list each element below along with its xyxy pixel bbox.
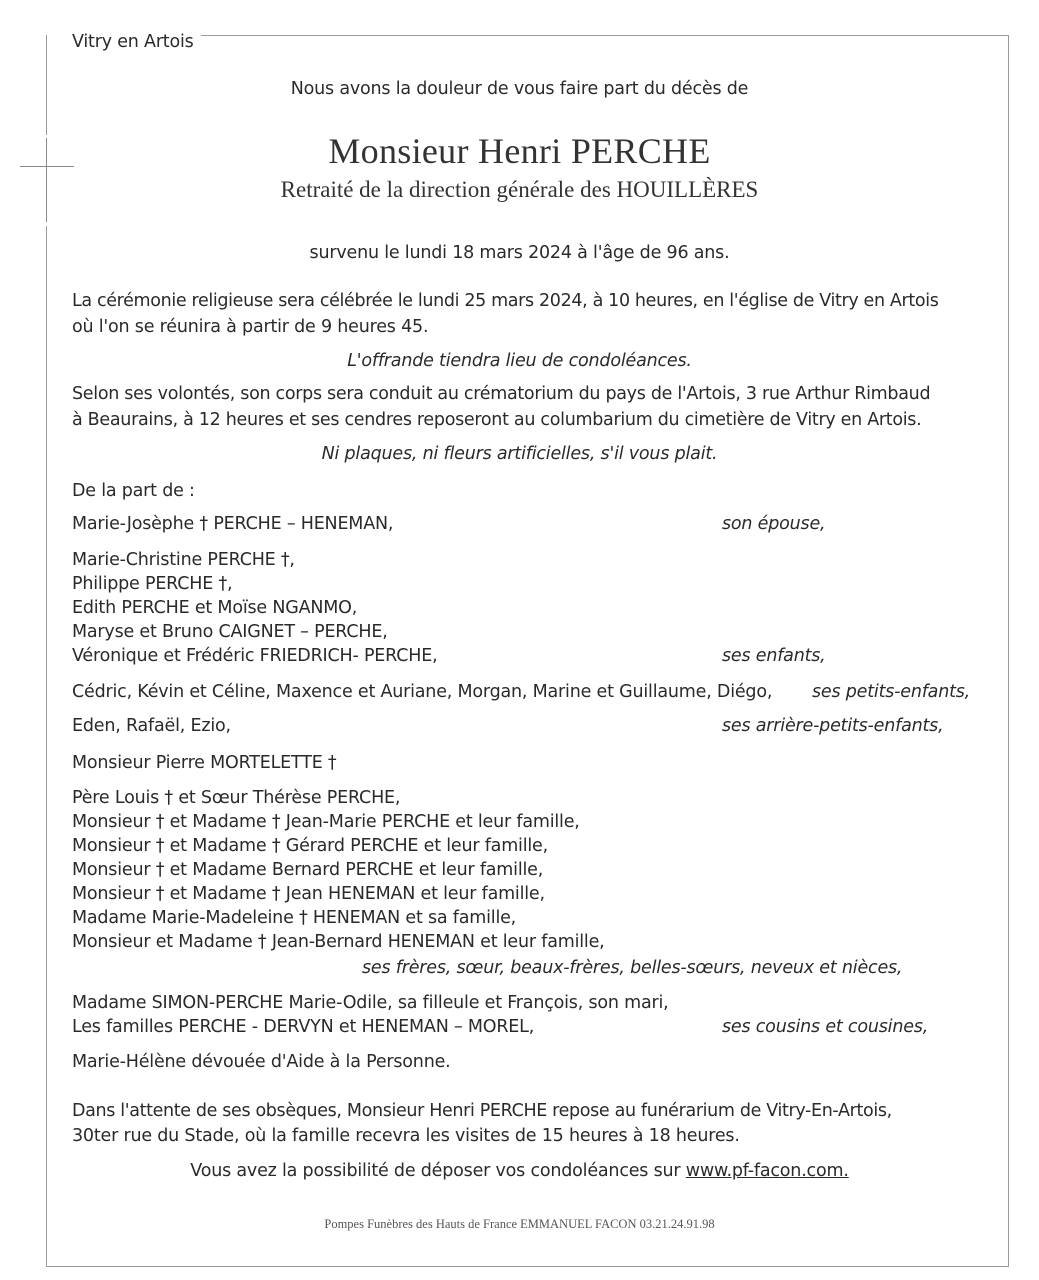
spouse-name: Marie-Josèphe † PERCHE – HENEMAN,	[72, 514, 394, 534]
great-grandchildren-relation: ses arrière-petits-enfants,	[722, 716, 944, 736]
condolences-text: Vous avez la possibilité de déposer vos condoléances sur	[190, 1161, 686, 1181]
children-relation: ses enfants,	[722, 646, 826, 666]
sibling-4: Monsieur † et Madame Bernard PERCHE et leur famille,	[72, 860, 544, 880]
sibling-5: Monsieur † et Madame † Jean HENEMAN et leur famille,	[72, 884, 545, 904]
child-3: Edith PERCHE et Moïse NGANMO,	[72, 598, 358, 618]
sibling-3: Monsieur † et Madame † Gérard PERCHE et leur famille,	[72, 836, 548, 856]
cremation-line-2: à Beaurains, à 12 heures et ses cendres reposeront au columbarium du cimetière de Vitry en Artois.	[72, 410, 922, 430]
cremation-line-1: Selon ses volontés, son corps sera conduit au crématorium du pays de l'Artois, 3 rue Arthur Rimbaud	[72, 384, 931, 404]
location-header: Vitry en Artois	[72, 32, 194, 52]
child-2: Philippe PERCHE †,	[72, 574, 233, 594]
condolences-line	[0, 1161, 1039, 1181]
child-5: Véronique et Frédéric FRIEDRICH- PERCHE,	[72, 646, 438, 666]
child-1: Marie-Christine PERCHE †,	[72, 550, 295, 570]
great-grandchildren-names: Eden, Rafaël, Ezio,	[72, 716, 231, 736]
footer-text: Pompes Funèbres des Hauts de France EMMANUEL FACON 03.21.24.91.98	[324, 1217, 715, 1231]
aide-text: Marie-Hélène dévouée d'Aide à la Personne.	[72, 1052, 451, 1072]
frame-right	[1008, 35, 1009, 1267]
frame-bottom	[46, 1266, 1009, 1267]
offering-note: L'offrande tiendra lieu de condoléances.	[347, 351, 692, 371]
frame-left-lower	[46, 226, 47, 1267]
spouse-relation: son épouse,	[722, 514, 826, 534]
child-4: Maryse et Bruno CAIGNET – PERCHE,	[72, 622, 388, 642]
sibling-7: Monsieur et Madame † Jean-Bernard HENEMAN et leur famille,	[72, 932, 605, 952]
ceremony-line-2: où l'on se réunira à partir de 9 heures 45.	[72, 317, 429, 337]
flowers-note: Ni plaques, ni fleurs artificielles, s'il vous plait.	[321, 444, 718, 464]
condolences-link[interactable]: www.pf-facon.com.	[685, 1161, 849, 1181]
other-person: Monsieur Pierre MORTELETTE †	[72, 753, 337, 773]
cousin-1: Madame SIMON-PERCHE Marie-Odile, sa filleule et François, son mari,	[72, 993, 669, 1013]
siblings-relation: ses frères, sœur, beaux-frères, belles-sœurs, neveux et nièces,	[362, 958, 903, 978]
sibling-6: Madame Marie-Madeleine † HENEMAN et sa famille,	[72, 908, 517, 928]
funeral-home-line-2: 30ter rue du Stade, où la famille recevra les visites de 15 heures à 18 heures.	[72, 1126, 740, 1146]
ceremony-line-1: La cérémonie religieuse sera célébrée le lundi 25 mars 2024, à 10 heures, en l'église de Vitry en Artois	[72, 291, 939, 311]
intro-text: Nous avons la douleur de vous faire part du décès de	[290, 79, 749, 99]
death-notice: survenu le lundi 18 mars 2024 à l'âge de 96 ans.	[309, 243, 730, 263]
grandchildren-relation: ses petits-enfants,	[812, 682, 971, 702]
sibling-2: Monsieur † et Madame † Jean-Marie PERCHE et leur famille,	[72, 812, 580, 832]
frame-top	[201, 35, 1009, 36]
cousins-relation: ses cousins et cousines,	[722, 1017, 929, 1037]
grandchildren-names: Cédric, Kévin et Céline, Maxence et Auriane, Morgan, Marine et Guillaume, Diégo,	[72, 682, 773, 702]
funeral-home-line-1: Dans l'attente de ses obsèques, Monsieur Henri PERCHE repose au funérarium de Vitry-En-Artois,	[72, 1101, 892, 1121]
deceased-name: Monsieur Henri PERCHE	[328, 131, 711, 171]
family-intro: De la part de :	[72, 481, 195, 501]
sibling-1: Père Louis † et Sœur Thérèse PERCHE,	[72, 788, 401, 808]
deceased-title: Retraité de la direction générale des HOUILLÈRES	[280, 177, 759, 202]
cousin-2: Les familles PERCHE - DERVYN et HENEMAN – MOREL,	[72, 1017, 535, 1037]
